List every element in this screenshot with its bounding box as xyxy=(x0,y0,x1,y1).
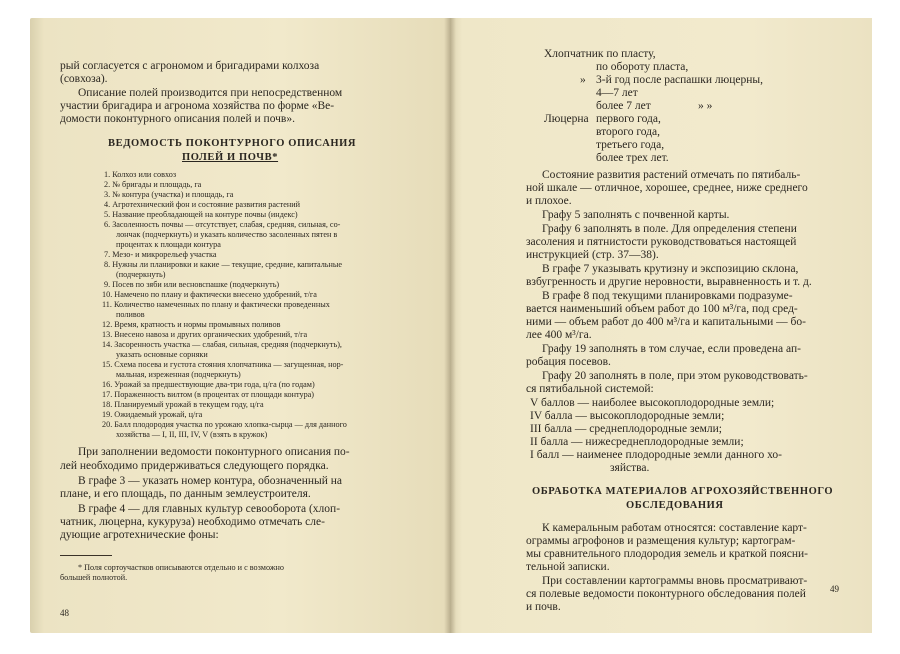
body-line: лее 400 м³/га. xyxy=(526,329,592,341)
form-field: 17. Пораженность вилтом (в процентах от площади контура) xyxy=(102,390,315,399)
form-field: 8. Нужны ли планировки и какие — текущие, средние, капитальные xyxy=(104,260,343,269)
body-line: Графу 5 заполнять с почвенной карты. xyxy=(542,209,730,221)
intro-line: рый согласуется с агрономом и бригадирами колхоза xyxy=(60,60,320,72)
body-line: ной шкале — отличное, хорошее, среднее, ниже среднего xyxy=(526,182,808,194)
body-line: дующие агротехнические фоны: xyxy=(60,529,219,541)
body-line: При составлении картограммы вновь просматривают- xyxy=(542,575,808,587)
body-line: В графе 7 указывать крутизну и экспозицию склона, xyxy=(542,263,799,275)
body-line: При заполнении ведомости поконтурного описания по- xyxy=(78,446,350,458)
form-field: мальная, изреженная (подчеркнуть) xyxy=(116,370,241,379)
intro-line: участии бригадира и агронома хозяйства по форме «Ве- xyxy=(60,100,335,112)
form-field: 7. Мезо- и микрорельеф участка xyxy=(104,250,217,259)
body-line: вается наименьший объем работ до 100 м³/га, под сред- xyxy=(526,303,798,315)
body-line: Состояние развития растений отмечать по пятибаль- xyxy=(542,169,801,181)
crop-line: третьего года, xyxy=(596,139,665,151)
grade-line: V баллов — наиболее высокоплодородные земли; xyxy=(530,397,775,409)
form-field: 14. Засоренность участка — слабая, сильная, средняя (подчеркнуть), xyxy=(102,340,342,349)
body-line: К камеральным работам относятся: составление карт- xyxy=(542,522,807,534)
form-field: 19. Ожидаемый урожай, ц/га xyxy=(102,410,203,419)
body-line: робация посевов. xyxy=(526,356,611,368)
ditto-mark: » xyxy=(580,74,586,86)
form-field: 3. № контура (участка) и площадь, га xyxy=(104,190,234,199)
intro-line: домости поконтурного описания полей и почв». xyxy=(60,113,295,125)
grade-line: III балла — среднеплодородные земли; xyxy=(530,423,722,435)
intro-line: (совхоза). xyxy=(60,73,108,85)
crop-line: более трех лет. xyxy=(596,152,669,164)
body-line: ними — объем работ до 400 м³/га и капитальными — бо- xyxy=(526,316,806,328)
body-line: и плохое. xyxy=(526,195,572,207)
form-field: 18. Планируемый урожай в текущем году, ц/га xyxy=(102,400,264,409)
form-field: 1. Колхоз или совхоз xyxy=(104,170,177,179)
form-field: хозяйства — I, II, III, IV, V (взять в кружок) xyxy=(116,430,268,439)
form-field: 10. Намечено по плану и фактически внесено удобрений, т/га xyxy=(102,290,317,299)
section-heading: ОБРАБОТКА МАТЕРИАЛОВ АГРОХОЗЯЙСТВЕННОГО xyxy=(532,486,834,497)
body-line: Графу 19 заполнять в том случае, если проведена ап- xyxy=(542,343,801,355)
form-field: 5. Название преобладающей на контуре почвы (индекс) xyxy=(104,210,298,219)
crop-line: по обороту пласта, xyxy=(596,61,689,73)
body-line: инструкцией (стр. 37—38). xyxy=(526,249,659,261)
form-field: указать основные сорняки xyxy=(116,350,208,359)
crop-line: первого года, xyxy=(596,113,661,125)
body-line: ограммы агрофонов и размещения культур; картограм- xyxy=(526,535,796,547)
crop-line: 3-й год после распашки люцерны, xyxy=(596,74,763,86)
grade-line: II балла — нижесреднеплодородные земли; xyxy=(530,436,744,448)
footnote-line: большей полнотой. xyxy=(60,573,128,582)
book-spine xyxy=(444,18,456,633)
crop-line: Хлопчатник по пласту, xyxy=(544,48,656,60)
form-field: лончак (подчеркнуть) и указать количество засоленных пятен в xyxy=(116,230,338,239)
page-number: 49 xyxy=(830,584,839,594)
crop-line: Люцерна xyxy=(544,113,589,125)
form-field: 16. Урожай за предшествующие два-три года, ц/га (по годам) xyxy=(102,380,315,389)
body-line: Графу 20 заполнять в поле, при этом руководствовать- xyxy=(542,370,808,382)
body-line: чатник, люцерна, кукуруза) необходимо отмечать сле- xyxy=(60,516,325,528)
section-heading: ВЕДОМОСТЬ ПОКОНТУРНОГО ОПИСАНИЯ xyxy=(108,138,357,149)
left-page xyxy=(30,18,450,633)
form-field: поливов xyxy=(116,310,145,319)
form-field: 4. Агротехнический фон и состояние развития растений xyxy=(104,200,301,209)
body-line: и почв. xyxy=(526,601,561,613)
open-book xyxy=(30,18,872,633)
intro-line: Описание полей производится при непосредственном xyxy=(78,87,343,99)
body-line: мы сравнительного плодородия земель и краткой поясни- xyxy=(526,548,808,560)
footnote-line: * Поля сортоучастков описываются отдельно и с возможно xyxy=(78,563,284,572)
form-field: 11. Количество намеченных по плану и фактически проведенных xyxy=(102,300,330,309)
form-field: 13. Внесено навоза и других органических удобрений, т/га xyxy=(102,330,308,339)
body-line: ся пятибальной системой: xyxy=(526,383,654,395)
crop-line: 4—7 лет xyxy=(596,87,638,99)
form-field: 15. Схема посева и густота стояния хлопчатника — загущенная, нор- xyxy=(102,360,344,369)
body-line: В графе 4 — для главных культур севооборота (хлоп- xyxy=(78,503,341,515)
crop-line: второго года, xyxy=(596,126,661,138)
body-line: плане, и его площадь, по данным землеустроителя. xyxy=(60,488,311,500)
body-line: тельной записки. xyxy=(526,561,610,573)
footnote-rule xyxy=(60,555,112,556)
grade-line: I балл — наименее плодородные земли данного хо- xyxy=(530,449,782,461)
body-line: засоления и пятнистости руководствоваться настоящей xyxy=(526,236,797,248)
form-field: 6. Засоленность почвы — отсутствует, слабая, средняя, сильная, со- xyxy=(104,220,341,229)
body-line: взбугренность и другие неровности, выравненность и т. д. xyxy=(526,276,812,288)
ditto-mark: » » xyxy=(698,100,713,112)
form-field: процентах к площади контура xyxy=(116,240,221,249)
form-field: 2. № бригады и площадь, га xyxy=(104,180,202,189)
crop-line: более 7 лет xyxy=(596,100,651,112)
body-line: В графе 8 под текущими планировками подразуме- xyxy=(542,290,793,302)
grade-line: зяйства. xyxy=(610,462,650,474)
section-heading: ОБСЛЕДОВАНИЯ xyxy=(626,500,724,511)
body-line: лей необходимо придерживаться следующего порядка. xyxy=(60,460,329,472)
page-number: 48 xyxy=(60,608,69,618)
body-line: ся полевые ведомости поконтурного обследования полей xyxy=(526,588,806,600)
form-field: 20. Балл плодородия участка по урожаю хлопка-сырца — для данного xyxy=(102,420,347,429)
section-heading: ПОЛЕЙ И ПОЧВ* xyxy=(182,152,279,163)
form-field: 9. Посев по зяби или весновспашке (подчеркнуть) xyxy=(104,280,280,289)
body-line: Графу 6 заполнять в поле. Для определения степени xyxy=(542,223,797,235)
form-field: (подчеркнуть) xyxy=(116,270,166,279)
right-page xyxy=(450,18,872,633)
body-line: В графе 3 — указать номер контура, обозначенный на xyxy=(78,475,343,487)
form-field: 12. Время, кратность и нормы промывных поливов xyxy=(102,320,281,329)
grade-line: IV балла — высокоплодородные земли; xyxy=(530,410,725,422)
